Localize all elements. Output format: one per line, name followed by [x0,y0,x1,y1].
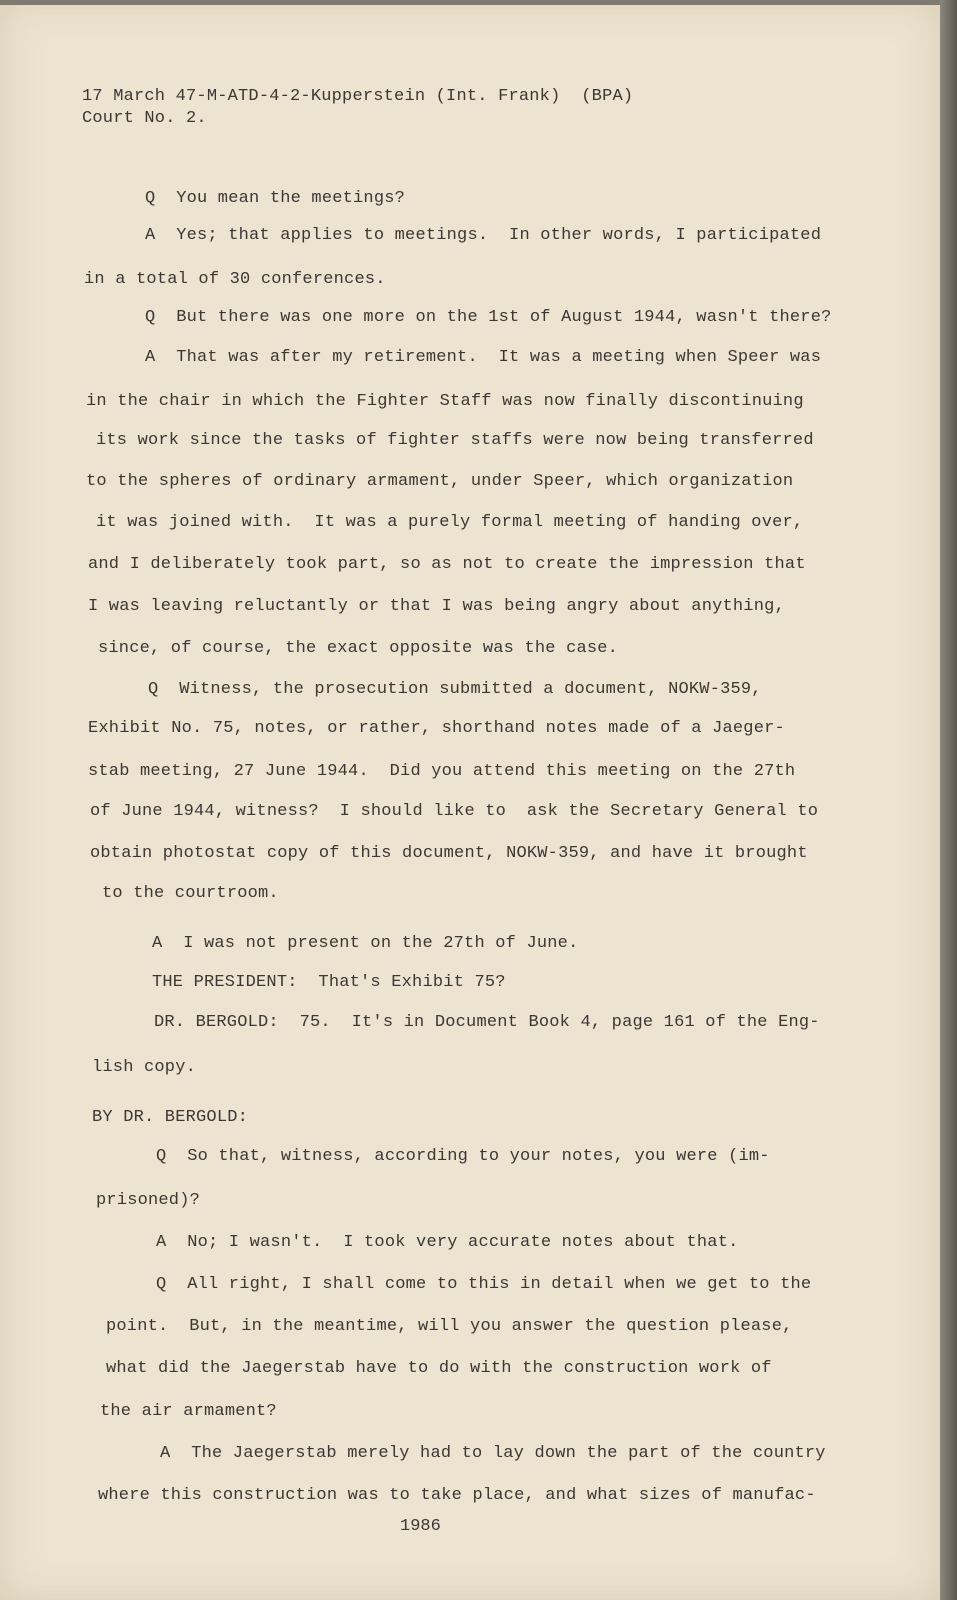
header-line-2: Court No. 2. [82,109,207,128]
text-line: Q Witness, the prosecution submitted a document, NOKW-359, [148,680,762,699]
text-line: the air armament? [100,1402,277,1421]
text-line: DR. BERGOLD: 75. It's in Document Book 4, page 161 of the Eng- [154,1013,820,1032]
text-line: point. But, in the meantime, will you answer the question please, [106,1317,793,1336]
text-line: to the courtroom. [102,884,279,903]
scan-top-edge [0,0,940,5]
page-number: 1986 [400,1517,441,1536]
text-line: stab meeting, 27 June 1944. Did you attend this meeting on the 27th [88,762,796,781]
text-line: prisoned)? [96,1191,201,1210]
text-line: Q So that, witness, according to your notes, you were (im- [156,1147,770,1166]
text-line: in a total of 30 conferences. [84,270,386,289]
text-line: A That was after my retirement. It was a meeting when Speer was [145,348,822,367]
text-line: and I deliberately took part, so as not to create the impression that [88,555,806,574]
text-line: of June 1944, witness? I should like to ask the Secretary General to [90,802,819,821]
text-line: Q But there was one more on the 1st of August 1944, wasn't there? [145,308,832,327]
text-line: its work since the tasks of fighter staffs were now being transferred [96,431,814,450]
text-line: Q All right, I shall come to this in detail when we get to the [156,1275,812,1294]
scan-right-edge [940,0,957,1600]
text-line: to the spheres of ordinary armament, under Speer, which organization [86,472,794,491]
text-line: A Yes; that applies to meetings. In other words, I participated [145,226,822,245]
text-line: it was joined with. It was a purely formal meeting of handing over, [96,513,804,532]
text-line: obtain photostat copy of this document, NOKW-359, and have it brought [90,844,808,863]
text-line: what did the Jaegerstab have to do with the construction work of [106,1359,772,1378]
text-line: since, of course, the exact opposite was the case. [98,639,619,658]
text-line: Q You mean the meetings? [145,189,406,208]
text-line: A No; I wasn't. I took very accurate notes about that. [156,1233,739,1252]
text-line: lish copy. [92,1058,197,1077]
header-line-1: 17 March 47-M-ATD-4-2-Kupperstein (Int. Frank) (BPA) [82,87,634,106]
text-line: A The Jaegerstab merely had to lay down the part of the country [160,1444,826,1463]
text-line: I was leaving reluctantly or that I was being angry about anything, [88,597,785,616]
text-line: BY DR. BERGOLD: [92,1108,249,1127]
text-line: where this construction was to take place, and what sizes of manufac- [98,1486,816,1505]
text-line: in the chair in which the Fighter Staff was now finally discontinuing [86,392,804,411]
text-line: A I was not present on the 27th of June. [152,934,579,953]
text-line: THE PRESIDENT: That's Exhibit 75? [152,973,506,992]
text-line: Exhibit No. 75, notes, or rather, shorthand notes made of a Jaeger- [88,719,785,738]
